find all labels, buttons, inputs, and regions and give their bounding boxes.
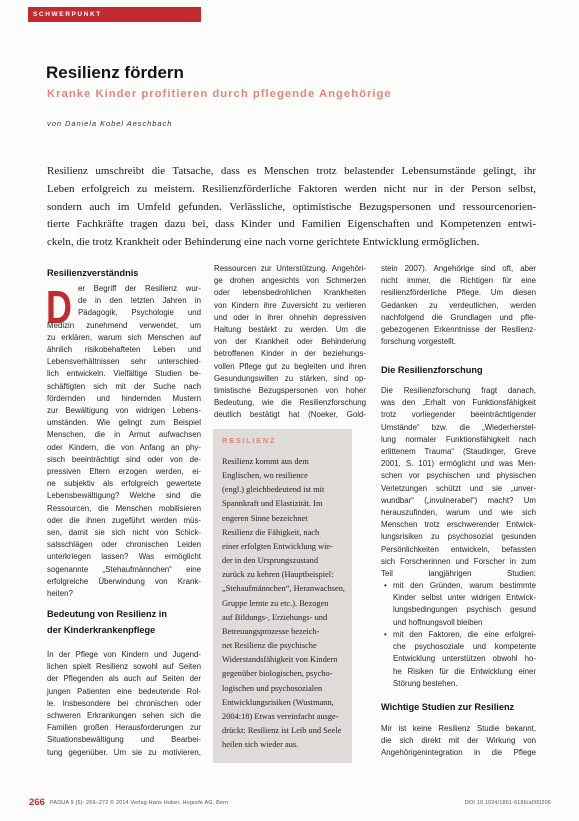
sidebar-line: net Resilienz die psychische <box>222 641 317 651</box>
footer-citation: PADUA 9 (5): 266–272 © 2014 Verlag Hans Huber, Hogrefe AG, Bern <box>50 800 229 806</box>
text-line: forschung vorgestellt. <box>381 337 456 347</box>
sidebar-line: der in den Ursprungszustand <box>222 556 319 566</box>
bullet-line: mit den Faktoren, die eine erfolgrei- <box>393 630 536 639</box>
sidebar-text <box>222 455 349 752</box>
text-line: wundbar“ („invulnerabel“) macht? Um <box>381 495 536 505</box>
sidebar-label: RESILIENZ <box>222 436 277 445</box>
text-line: In der Pflege von Kindern und Jugend- <box>47 650 201 659</box>
text-line: Lebensverhältnissen sehr unterschied- <box>47 357 201 367</box>
heading-line: der Kinderkrankenpflege <box>47 624 156 635</box>
body-paragraph-resilienzforschung <box>381 385 536 580</box>
footer-doi: DOI 10.1024/1861-6186/a000206 <box>464 800 551 806</box>
lead-line: Resilienz umschreibt die Tatsache, dass es Menschen trotz belastender Lebensumstände gelingt, ihr <box>47 165 536 177</box>
text-line: Familien großen Herausforderungen zur <box>47 723 201 733</box>
bullet-item <box>381 580 536 629</box>
text-line: umständen. Wie gelingt zum Beispiel <box>47 418 201 428</box>
text-line: Umstände“ bzw. die „Wiederherstel- <box>381 422 536 432</box>
text-line: ähnlich risikobehafteten Leben und <box>47 345 201 355</box>
sidebar-line: auf Bildungs-, Erziehungs- und <box>222 612 328 622</box>
article-title: Resilienz fördern <box>46 63 184 82</box>
text-line: Gesundungswillen zu stärken, sind op- <box>214 373 366 383</box>
sidebar-line: Resilienz kommt aus dem <box>222 457 309 466</box>
text-line: er Begriff der Resilienz wur- <box>78 284 201 293</box>
body-paragraph-studien <box>381 723 536 760</box>
sidebar-line: gegenüber biologischen, psycho- <box>222 669 333 679</box>
text-line: Lebensbewältigung? Welche sind die <box>47 491 201 501</box>
text-line: Verletzungen schützt und sie „unver- <box>381 483 536 493</box>
sidebar-line: „Stehaufmännchen“, Heranwachsen, <box>222 584 346 594</box>
text-line: schweren Erkrankungen sehen sich die <box>47 711 201 721</box>
text-line: tung gegenüber. Um sie zu motivieren, <box>47 747 201 757</box>
lead-line: sondern auch im Umfeld gefunden. Verlässliche, optimistische Bezugspersonen und ressourcenorien- <box>47 200 536 213</box>
sidebar-line: Spannkraft und Elastizität. Im <box>222 499 323 509</box>
text-line: ge drohen angesichts von Schmerzen <box>214 276 366 286</box>
body-paragraph-col3-intro <box>381 263 536 348</box>
section-heading-kinderkrankenpflege <box>47 607 201 638</box>
text-line: von Kindern ihre Zuversicht zu verlieren <box>214 300 366 310</box>
lead-line: Leben erfolgreich zu meistern. Resilienzförderliche Faktoren werden nicht nur in der Person selbst, <box>47 182 536 195</box>
text-line: Situationsbewältigung und Bearbei- <box>47 735 201 745</box>
text-line: Pädagogik, Psychologie und <box>78 308 201 318</box>
text-line: der Pflegenden als auch auf Seiten der <box>47 674 201 684</box>
sidebar-line: Betreuungsprozesse bezeich- <box>222 626 320 636</box>
text-line: und oder in ihrer ohnehin depressiven <box>214 312 366 322</box>
text-line: sogenannte „Stehaufmännchen“ eine <box>47 564 201 574</box>
text-line: erfolgreiche Überwindung von Krank- <box>47 576 201 586</box>
section-heading-resilienzforschung: Die Resilienzforschung <box>381 365 483 375</box>
text-line: nicht immer, die Richtigen für eine <box>381 276 536 286</box>
text-line: timistische Bezugspersonen von hoher <box>214 386 366 396</box>
text-line: schäftigten sich mit der Suche nach <box>47 381 201 391</box>
text-line: salsschlägen oder chronischen Leiden <box>47 540 201 550</box>
heading-line: Bedeutung von Resilienz in <box>47 609 167 619</box>
author-line: von Daniela Kobel Aeschbach <box>47 119 173 128</box>
article-subtitle: Kranke Kinder profitieren durch pflegende Angehörige <box>47 88 392 100</box>
text-line: Persönlichkeiten entwickeln, befassten <box>381 544 536 554</box>
bullet-line: Kinder selbst unter widrigen Entwick- <box>393 593 536 603</box>
sidebar-line: heilen sich wieder aus. <box>222 740 299 750</box>
body-paragraph-col2 <box>214 263 366 422</box>
text-line: zur Bewältigung von widrigen Lebens- <box>47 406 201 416</box>
text-line: Ressourcen zur Unterstützung. Angehöri- <box>214 264 366 273</box>
text-line: Medizin zunehmend verwendet, um <box>47 320 201 330</box>
text-line: fördernden und hindernden Mustern <box>47 393 201 403</box>
section-heading-resilienzverstaendnis: Resilienzverständnis <box>47 268 139 278</box>
body-paragraph-pflege <box>47 649 201 759</box>
text-line: Ressourcen, die Menschen mobilisieren <box>47 503 201 513</box>
text-line: le. Insbesondere bei chronischen oder <box>47 698 201 708</box>
text-line: deutlich bestätigt hat (Noeker, Gold- <box>214 410 366 420</box>
sidebar-line: Gruppe lernte zu etc.). Bezogen <box>222 598 329 608</box>
bullet-line: he Risiken für die Entwicklung einer <box>393 666 536 676</box>
text-line: die sich direkt mit der Wirkung von <box>381 736 536 746</box>
sidebar-line: Entwicklungsrisiken (Wustmann, <box>222 697 334 707</box>
text-line: de in den letzten Jahren in <box>78 296 201 306</box>
text-line: lich entwickeln. Vielfältige Studien be- <box>47 369 201 379</box>
text-line: schen vor psychischen und physischen <box>381 471 536 481</box>
text-line: sen, damit sie sich nicht von Schick- <box>47 528 201 538</box>
text-line: oder lebensbedrohlichen Krankheiten <box>214 288 366 298</box>
sidebar-line: Resilienz die Fähigkeit, nach <box>222 527 320 537</box>
section-label: SCHWERPUNKT <box>33 11 102 18</box>
text-line: oder die ihnen zugeführt werden müs- <box>47 515 201 525</box>
bullet-line: che psychosoziale und kompetente <box>393 642 536 652</box>
text-line: zu erklären, warum sich Menschen auf <box>47 332 201 342</box>
lead-paragraph <box>47 163 536 252</box>
bullet-text <box>393 629 536 690</box>
section-label-bar <box>28 7 201 22</box>
text-line: nachfolgend die Grundlagen und pfle- <box>381 312 536 322</box>
bullet-marker <box>384 580 387 592</box>
sidebar-line: engeren Sinne bezeichnet <box>222 513 308 523</box>
text-line: 2001, S. 101) ermöglicht und was Men- <box>381 459 536 469</box>
sidebar-line: zurück zu kehren (Hauptbeispiel: <box>222 570 334 580</box>
bullet-marker <box>384 629 387 641</box>
text-line: gebezogenen Erkenntnisse der Resilienz- <box>381 325 536 335</box>
bullet-item <box>381 629 536 690</box>
sidebar-line: Widerstandsfähigkeit von Kindern <box>222 655 338 665</box>
text-line: Mir ist keine Resilienz Studie bekannt, <box>381 724 536 733</box>
sidebar-line: einer erfolgten Entwicklung wie- <box>222 541 333 551</box>
text-line: Menschen, die in Armut aufwachsen <box>47 430 201 440</box>
text-line: Teil langjährigen Studien: <box>381 569 536 579</box>
text-line: oder Kindern, die von Anfang an phy- <box>47 442 201 452</box>
lead-line: tierte Fachkräfte tragen dazu bei, dass Kinder und Familien Eigenschaften und Kompetenzen entwi- <box>47 218 536 231</box>
lead-line: ckeln, die trotz Krankheit oder Behinderung eine nach vorne gerichtete Entwicklung ermöglichen. <box>47 236 480 249</box>
section-heading-wichtige-studien: Wichtige Studien zur Resilienz <box>381 702 515 712</box>
sidebar-line: 2004:18) Etwas vereinfacht ausge- <box>222 711 339 721</box>
text-line: herauszufinden, warum und wie sich <box>381 508 536 518</box>
text-line: erlittenem Trauma“ (Staudinger, Greve <box>381 447 536 457</box>
text-line: lung normaler Funktionsfähigkeit nach <box>381 434 536 444</box>
text-line: Angehörigenintegration in die Pflege <box>381 748 536 758</box>
text-line: betroffenen Kinder in der beziehungs- <box>214 349 366 359</box>
text-line: Die Resilienzforschung fragt danach, <box>381 386 536 395</box>
text-line: Gedanken zu verdeutlichen, werden <box>381 300 536 310</box>
bullet-line: und hoffnungsvoll bleiben <box>393 617 483 627</box>
body-paragraph-intro <box>47 283 201 600</box>
bullet-line: lungsbedingungen psychisch gesund <box>393 605 536 615</box>
page-number: 266 <box>29 797 45 808</box>
text-line: von der Krankheit oder Behinderung <box>214 337 366 347</box>
sidebar-line: (engl.) gleichbedeutend ist mit <box>222 485 325 495</box>
text-line: vollen Pflege gut zu begleiten und ihren <box>214 361 366 371</box>
bullet-line: Störung bestehen. <box>393 678 458 688</box>
text-line: unterkriegen lassen? Was ermöglicht <box>47 552 201 562</box>
sidebar-line: Englischen, wo resilience <box>222 471 308 481</box>
text-line: Menschen trotz erschwerender Entwick- <box>381 520 536 530</box>
text-line: trotz vorliegender beeinträchtigender <box>381 410 536 420</box>
sidebar-line: logischen und psychosozialen <box>222 683 323 693</box>
text-line: sich Forscherinnen und Forscher in zum <box>381 556 536 566</box>
text-line: sisch beeinträchtigt sind oder von de- <box>47 454 201 464</box>
text-line: lungsrisiken zu psychosozial gesunden <box>381 532 536 542</box>
text-line: Bedeutung, wie die Resilienzforschung <box>214 398 366 408</box>
text-line: lichen spielt Resilienz sowohl auf Seiten <box>47 662 201 672</box>
bullet-line: Entwicklung unterstützen obwohl ho- <box>393 654 536 664</box>
bullet-text <box>393 580 536 629</box>
sidebar-line: drückt: Resilienz ist Leib und Seele <box>222 725 342 735</box>
text-line: heiten? <box>47 589 73 599</box>
text-line: stein 2007). Angehörige sind oft, aber <box>381 264 536 273</box>
text-line: ne subjektiv als erfolgreich gewertete <box>47 479 201 489</box>
sidebar-box <box>213 429 352 763</box>
text-line: resilienzförderliche Pflege. Um diesen <box>381 288 536 298</box>
text-line: was den „Erhalt von Funktionsfähigkeit <box>381 398 536 408</box>
text-line: Haltung bestärkt zu werden. Um die <box>214 325 366 335</box>
bullet-line: mit den Gründen, warum bestimmte <box>393 581 536 590</box>
drop-cap: D <box>46 281 72 333</box>
text-line: jungen Patienten eine bedeutende Rol- <box>47 686 201 696</box>
text-line: pressiven Eltern erzogen werden, ei- <box>47 467 201 477</box>
